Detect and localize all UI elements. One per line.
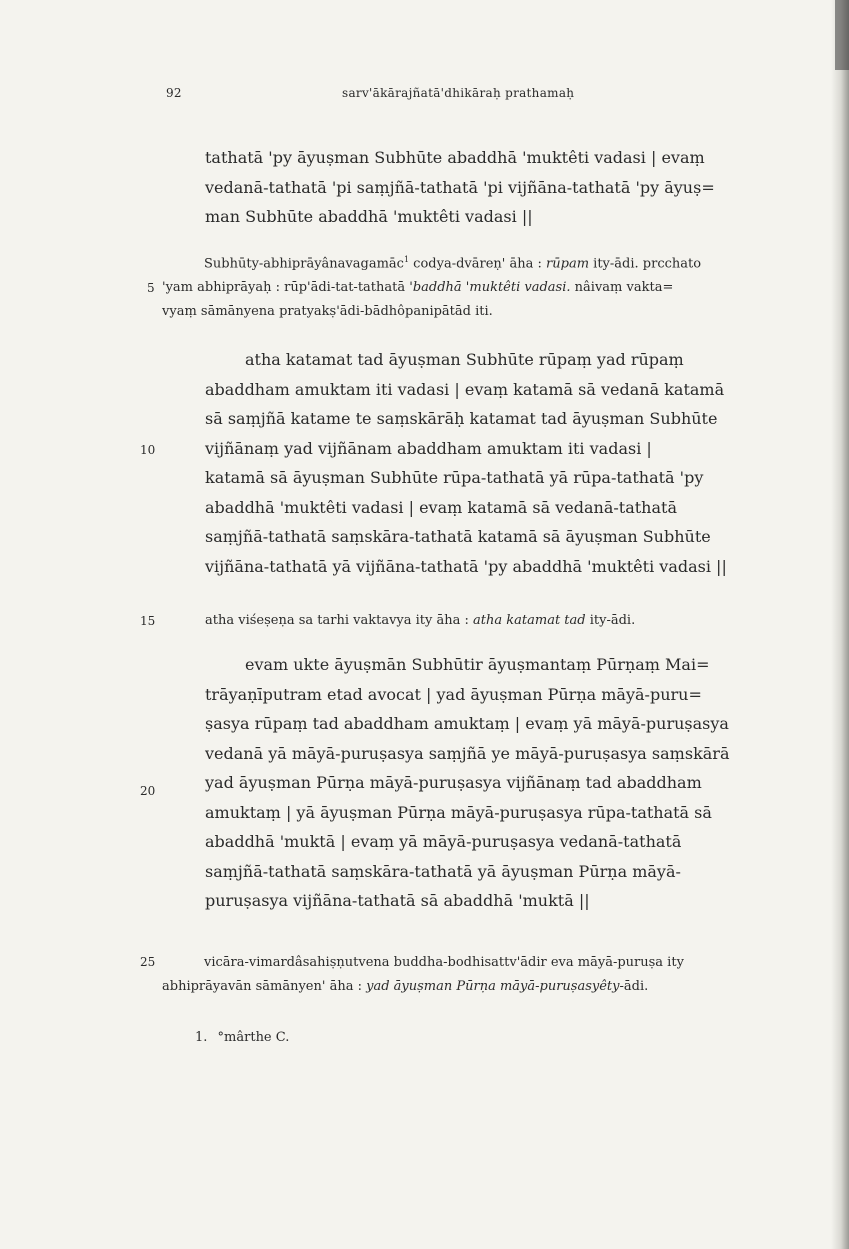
text-line: saṃjñā-tathatā saṃskāra-tathatā katamā sā āyuṣman Subhūte bbox=[205, 527, 711, 546]
line-number-15: 15 bbox=[140, 614, 156, 628]
text-line: puruṣasya vijñāna-tathatā sā abaddhā 'muktā || bbox=[205, 891, 590, 910]
page-number: 92 bbox=[166, 86, 182, 100]
text-line: yad āyuṣman Pūrṇa māyā-puruṣasya vijñānaṃ tad abaddham bbox=[205, 773, 702, 792]
text-line: saṃjñā-tathatā saṃskāra-tathatā yā āyuṣman Pūrṇa māyā- bbox=[205, 861, 681, 881]
text-line: ṣasya rūpaṃ tad abaddham amuktaṃ | evaṃ yā māyā-puruṣasya bbox=[205, 714, 729, 733]
commentary-1 bbox=[162, 248, 772, 324]
text-line: vijñānaṃ yad vijñānam abaddham amuktam iti vadasi | bbox=[205, 438, 652, 458]
line-number-5: 5 bbox=[147, 281, 155, 295]
text-line: abaddhā 'muktā | evaṃ yā māyā-puruṣasya vedanā-tathatā bbox=[205, 832, 682, 851]
paragraph-root-text-2 bbox=[205, 345, 745, 581]
commentary-line: Subhūty-abhiprāyânavagamāc$^1$ codya-dvāreṇ' āha : rūpam ity-ādi. prcchato bbox=[204, 255, 702, 272]
text-line: sā saṃjñā katame te saṃskārāḥ katamat tad āyuṣman Subhūte bbox=[205, 409, 718, 428]
text-line: abaddhā 'muktêti vadasi | evaṃ katamā sā vedanā-tathatā bbox=[205, 497, 677, 517]
paragraph-root-text-1 bbox=[205, 143, 715, 232]
commentary-line: vyaṃ sāmānyena pratyakṣ'ādi-bādhôpanipātād iti. bbox=[162, 304, 493, 320]
line-number-10: 10 bbox=[140, 443, 156, 457]
text-line: vedanā-tathatā 'pi saṃjñā-tathatā 'pi vijñāna-tathatā 'py āyuṣ= bbox=[205, 177, 715, 197]
text-line: trāyaṇīputram etad avocat | yad āyuṣman Pūrṇa māyā-puru= bbox=[205, 684, 702, 704]
text-line: vijñāna-tathatā yā vijñāna-tathatā 'py abaddhā 'muktêti vadasi || bbox=[205, 556, 727, 576]
text-line: man Subhūte abaddhā 'muktêti vadasi || bbox=[205, 207, 533, 226]
commentary-line: abhiprāyavān sāmānyen' āha : yad āyuṣman Pūrṇa māyā-puruṣasyêty-ādi. bbox=[162, 979, 649, 994]
footnote bbox=[195, 1030, 289, 1045]
footnote-number: 1. bbox=[195, 1030, 208, 1045]
page-header bbox=[0, 86, 849, 106]
commentary-line: vicāra-vimardâsahiṣṇutvena buddha-bodhisattv'ādir eva māyā-puruṣa ity bbox=[204, 955, 684, 970]
text-line: amuktaṃ | yā āyuṣman Pūrṇa māyā-puruṣasya rūpa-tathatā sā bbox=[205, 802, 712, 822]
text-line: tathatā 'py āyuṣman Subhūte abaddhā 'muktêti vadasi | evaṃ bbox=[205, 148, 705, 167]
line-number-20: 20 bbox=[140, 784, 156, 798]
commentary-line: atha viśeṣeṇa sa tarhi vaktavya ity āha : atha katamat tad ity-ādi. bbox=[205, 613, 636, 628]
commentary-2 bbox=[205, 609, 765, 633]
commentary-3 bbox=[162, 951, 782, 999]
running-title: sarv'ākārajñatā'dhikāraḥ prathamaḥ bbox=[342, 86, 575, 100]
page-edge-shadow bbox=[831, 0, 849, 1249]
text-line: evam ukte āyuṣmān Subhūtir āyuṣmantaṃ Pūrṇaṃ Mai= bbox=[245, 655, 710, 674]
footnote-text: °mârthe C. bbox=[217, 1030, 290, 1045]
line-number-25: 25 bbox=[140, 955, 156, 969]
commentary-line: 'yam abhiprāyaḥ : rūp'ādi-tat-tathatā 'baddhā 'muktêti vadasi. nâivaṃ vakta= bbox=[162, 280, 674, 296]
text-line: abaddham amuktam iti vadasi | evaṃ katamā sā vedanā katamā bbox=[205, 379, 725, 399]
paragraph-root-text-3 bbox=[205, 650, 745, 916]
text-line: vedanā yā māyā-puruṣasya saṃjñā ye māyā-puruṣasya saṃskārā bbox=[205, 743, 730, 763]
text-line: katamā sā āyuṣman Subhūte rūpa-tathatā yā rūpa-tathatā 'py bbox=[205, 468, 704, 487]
text-line: atha katamat tad āyuṣman Subhūte rūpaṃ yad rūpaṃ bbox=[245, 350, 684, 369]
page-edge-mark bbox=[835, 0, 849, 70]
